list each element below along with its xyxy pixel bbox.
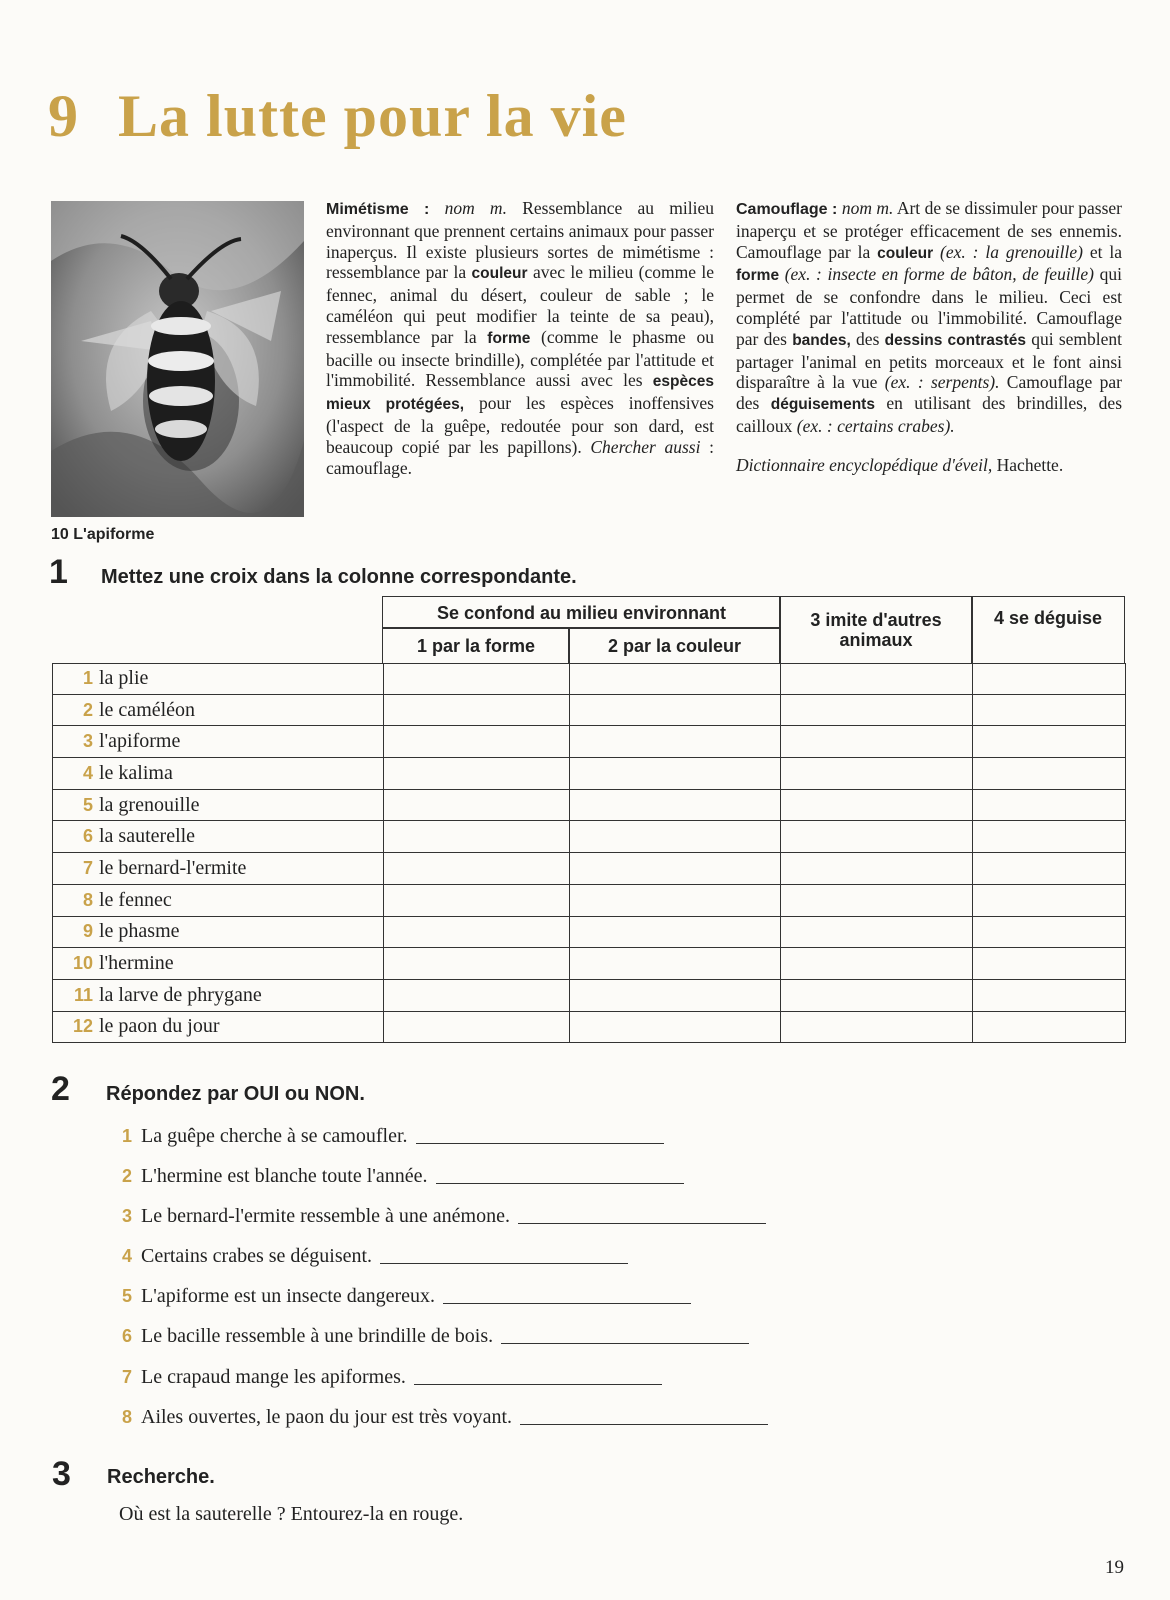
question-item [116,1245,1016,1285]
answer-cell-4[interactable] [973,980,1125,1011]
row-number: 9 [82,921,93,942]
answer-cell-1[interactable] [384,980,570,1011]
answer-cell-1[interactable] [384,885,570,916]
row-number: 4 [82,762,93,783]
answer-cell-1[interactable] [384,1012,570,1043]
animal-cell [53,664,384,694]
photo-caption: 10 L'apiforme [51,526,155,543]
table-row [52,1012,1126,1044]
answer-cell-1[interactable] [384,821,570,852]
table-row [52,758,1126,790]
animal-name: le paon du jour [99,1015,220,1038]
animal-name: la sauterelle [99,825,196,848]
row-number: 10 [72,953,93,974]
answer-cell-4[interactable] [973,758,1125,789]
answer-cell-3[interactable] [781,821,973,852]
animal-name: le fennec [99,888,172,911]
table-row [52,917,1126,949]
row-number: 11 [73,984,93,1005]
table-row [52,853,1126,885]
answer-cell-1[interactable] [384,695,570,726]
question-text: Le bacille ressemble à une brindille de bois. [141,1325,494,1348]
answer-cell-3[interactable] [781,948,973,979]
animal-name: le kalima [99,761,173,784]
animal-cell [53,790,384,821]
exercise-3-number: 3 [52,1455,71,1493]
animal-cell [53,980,384,1011]
question-text: La guêpe cherche à se camoufler. [141,1125,408,1147]
animal-name: le caméléon [99,698,196,721]
answer-cell-1[interactable] [384,948,570,979]
apiforme-photo [51,201,304,517]
page-number: 19 [1105,1557,1124,1578]
question-text: L'apiforme est un insecte dangereux. [141,1285,436,1308]
answer-cell-2[interactable] [570,790,781,821]
answer-cell-2[interactable] [570,917,781,948]
table-row [52,948,1126,980]
answer-cell-1[interactable] [384,917,570,948]
question-number: 8 [121,1406,132,1427]
question-text: L'hermine est blanche toute l'année. [141,1165,428,1188]
answer-line[interactable] [380,1245,628,1264]
answer-line[interactable] [518,1205,766,1224]
table-row [52,980,1126,1012]
answer-cell-4[interactable] [973,726,1125,757]
definition-term: Camouflage : [736,201,838,218]
animal-cell [53,885,384,916]
table-header-deguise: 4 se déguise [971,596,1125,664]
exercise-3-instruction: Où est la sauterelle ? Entourez-la en rouge. [119,1503,464,1525]
exercise-2-title: Répondez par OUI ou NON. [106,1083,365,1105]
animal-cell [53,1012,384,1043]
answer-cell-3[interactable] [781,853,973,884]
animal-name: l'apiforme [99,730,181,753]
question-text: Le crapaud mange les apiformes. [141,1365,406,1388]
exercise-1-title: Mettez une croix dans la colonne correspondante. [101,566,577,588]
answer-cell-2[interactable] [570,664,781,694]
answer-line[interactable] [416,1125,664,1144]
answer-cell-3[interactable] [781,726,973,757]
question-item [116,1366,1016,1406]
table-row [52,885,1126,917]
animal-cell [53,695,384,726]
animal-name: le phasme [99,920,180,943]
animal-cell [53,726,384,757]
answer-cell-1[interactable] [384,853,570,884]
animal-cell [53,821,384,852]
exercise-3-title: Recherche. [107,1466,215,1488]
answer-cell-2[interactable] [570,821,781,852]
answer-line[interactable] [443,1285,691,1304]
answer-cell-4[interactable] [973,821,1125,852]
answer-cell-2[interactable] [570,853,781,884]
question-number: 2 [121,1166,132,1187]
answer-cell-2[interactable] [570,885,781,916]
answer-cell-4[interactable] [973,790,1125,821]
question-item [116,1285,1016,1325]
answer-cell-1[interactable] [384,790,570,821]
question-text: Certains crabes se déguisent. [141,1245,373,1268]
row-number: 5 [82,794,93,815]
animal-cell [53,948,384,979]
answer-cell-2[interactable] [570,1012,781,1043]
answer-cell-2[interactable] [570,695,781,726]
answer-cell-3[interactable] [781,790,973,821]
question-list [116,1125,1016,1446]
animal-name: la grenouille [99,793,200,816]
row-number: 3 [82,731,93,752]
page-title: La lutte pour la vie [118,83,627,149]
question-number: 4 [121,1246,132,1267]
table-row [52,663,1126,695]
insect-image [51,201,304,517]
row-number: 1 [82,668,93,689]
row-number: 6 [82,826,93,847]
question-item [116,1325,1016,1365]
table-header-imite: 3 imite d'autres animaux [779,596,973,664]
table-header-forme: 1 par la forme [382,627,570,664]
answer-line[interactable] [520,1406,768,1425]
table-row [52,695,1126,727]
question-number: 6 [121,1326,132,1347]
animal-cell [53,758,384,789]
definition-term: Mimétisme : [326,201,430,218]
answer-cell-4[interactable] [973,853,1125,884]
answer-cell-2[interactable] [570,980,781,1011]
question-item [116,1165,1016,1205]
table-group-header: Se confond au milieu environnant [382,596,781,629]
chapter-number: 9 [48,83,78,149]
animal-name: le bernard-l'ermite [99,856,247,879]
question-item [116,1205,1016,1245]
table-row [52,821,1126,853]
exercise-2-number: 2 [51,1070,70,1108]
answer-cell-1[interactable] [384,758,570,789]
answer-cell-3[interactable] [781,695,973,726]
definition-mimetisme: Mimétisme : nom m. Ressemblance au milieu environnant que prennent certains animaux pour passer inaperçus. Il existe plusieurs sortes de mimétisme : ressemblance par la couleur avec le milieu (comme le fennec, animal du désert, couleur de sable ; le caméléon qui peut modifier la teinte de sa peau), ressemblance par la forme (comme le phasme ou bacille ou insecte brindille), complétée par l'attitude et l'immobilité. Ressemblance aussi avec les espèces mieux protégées, pour les espèces inoffensives (l'aspect de la guêpe, redoutée pour son dard, est beaucoup copié par les papillons). Chercher aussi : camouflage. [326,198,715,478]
animal-cell [53,917,384,948]
row-number: 12 [72,1016,93,1037]
question-text: Le bernard-l'ermite ressemble à une anémone. [141,1205,510,1228]
answer-cell-1[interactable] [384,664,570,694]
answer-table [52,663,1126,1043]
exercise-1-number: 1 [49,553,68,591]
answer-line[interactable] [414,1366,662,1385]
question-number: 1 [121,1126,132,1146]
answer-cell-3[interactable] [781,980,973,1011]
answer-cell-4[interactable] [973,1012,1125,1043]
table-row [52,726,1126,758]
question-number: 7 [121,1366,132,1387]
answer-cell-4[interactable] [973,917,1125,948]
source-citation: Dictionnaire encyclopédique d'éveil, Hachette. [736,454,1064,475]
answer-cell-2[interactable] [570,948,781,979]
definition-camouflage: Camouflage : nom m. Art de se dissimuler pour passer inaperçu et se protéger efficacement de ses ennemis. Camouflage par la couleur (ex. : la grenouille) et la forme (ex. : insecte en forme de bâton, de feuille) qui permet de se confondre dans le milieu. Ceci est complété par l'attitude ou l'immobilité. Camouflage par des bandes, des dessins contrastés qui semblent partager l'animal en petits morceaux et le font ainsi disparaître à la vue (ex. : serpents). Camouflage par des déguisements en utilisant des brindilles, des cailloux (ex. : certains crabes). Dictionnaire encyclopédique d'éveil, Hachette. [736,198,1123,475]
answer-cell-4[interactable] [973,948,1125,979]
answer-line[interactable] [436,1165,684,1184]
question-item [116,1125,1016,1165]
answer-cell-4[interactable] [973,695,1125,726]
question-item [116,1406,1016,1446]
row-number: 8 [82,889,93,910]
table-header-couleur: 2 par la couleur [568,627,781,664]
question-number: 3 [121,1206,132,1227]
question-number: 5 [121,1286,132,1307]
animal-cell [53,853,384,884]
animal-name: la plie [99,667,149,690]
answer-cell-3[interactable] [781,1012,973,1043]
row-number: 2 [82,699,93,720]
answer-cell-2[interactable] [570,726,781,757]
answer-cell-1[interactable] [384,726,570,757]
answer-cell-3[interactable] [781,758,973,789]
answer-cell-3[interactable] [781,664,973,694]
answer-cell-4[interactable] [973,885,1125,916]
answer-line[interactable] [501,1325,749,1344]
row-number: 7 [82,857,93,878]
answer-cell-3[interactable] [781,917,973,948]
answer-cell-4[interactable] [973,664,1125,694]
answer-cell-2[interactable] [570,758,781,789]
answer-cell-3[interactable] [781,885,973,916]
animal-name: l'hermine [99,952,174,975]
animal-name: la larve de phrygane [99,983,262,1006]
question-text: Ailes ouvertes, le paon du jour est très voyant. [141,1405,513,1428]
table-row [52,790,1126,822]
